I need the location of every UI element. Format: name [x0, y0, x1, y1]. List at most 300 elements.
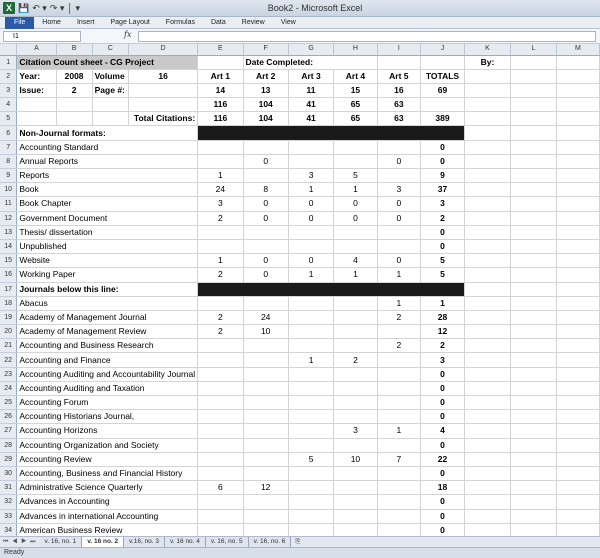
cell-f[interactable]: [243, 339, 288, 353]
cell-i[interactable]: Art 5: [377, 69, 420, 83]
row-header[interactable]: 33: [0, 509, 17, 523]
cell-g[interactable]: [288, 523, 333, 536]
cell-e[interactable]: 6: [198, 481, 243, 495]
cell[interactable]: [198, 55, 243, 69]
cell-i[interactable]: [377, 239, 420, 253]
cell-c[interactable]: Page #:: [92, 83, 128, 97]
cell-h[interactable]: 15: [334, 83, 377, 97]
cell-total[interactable]: 0: [421, 466, 465, 480]
cell[interactable]: [556, 367, 599, 381]
cell-e[interactable]: 1: [198, 254, 243, 268]
name-box[interactable]: I1: [3, 31, 81, 42]
cell-total[interactable]: 0: [421, 225, 465, 239]
cell-total[interactable]: 3: [421, 197, 465, 211]
cell-a[interactable]: [17, 112, 56, 126]
row-label[interactable]: Accounting and Finance: [17, 353, 198, 367]
cell-e[interactable]: 2: [198, 211, 243, 225]
row-header[interactable]: 34: [0, 523, 17, 536]
cell[interactable]: [511, 367, 557, 381]
section-header[interactable]: Non-Journal formats:: [17, 126, 198, 140]
row-label[interactable]: Accounting Horizons: [17, 424, 198, 438]
cell-a[interactable]: Issue:: [17, 83, 56, 97]
cell-total[interactable]: 0: [421, 140, 465, 154]
cell-g[interactable]: Art 3: [288, 69, 333, 83]
cell-c[interactable]: [92, 98, 128, 112]
cell-e[interactable]: 1: [198, 169, 243, 183]
row-header[interactable]: 25: [0, 396, 17, 410]
cell[interactable]: [556, 424, 599, 438]
cell[interactable]: [511, 211, 557, 225]
date-completed-label[interactable]: Date Completed:: [243, 55, 377, 69]
cell-total[interactable]: 0: [421, 154, 465, 168]
cell-f[interactable]: 24: [243, 310, 288, 324]
cell[interactable]: [556, 509, 599, 523]
row-header[interactable]: 3: [0, 83, 17, 97]
cell-c[interactable]: [92, 112, 128, 126]
cell-g[interactable]: [288, 140, 333, 154]
cell-e[interactable]: 2: [198, 325, 243, 339]
cell[interactable]: [511, 140, 557, 154]
row-header[interactable]: 7: [0, 140, 17, 154]
row-label[interactable]: Accounting Auditing and Taxation: [17, 381, 198, 395]
row-header[interactable]: 8: [0, 154, 17, 168]
cell-g[interactable]: 41: [288, 98, 333, 112]
cell-g[interactable]: [288, 225, 333, 239]
cell-f[interactable]: 0: [243, 268, 288, 282]
cell-h[interactable]: 2: [334, 353, 377, 367]
cell-e[interactable]: [198, 339, 243, 353]
cell-b[interactable]: 2008: [56, 69, 92, 83]
cell-g[interactable]: 11: [288, 83, 333, 97]
cell[interactable]: [464, 112, 510, 126]
excel-logo-icon[interactable]: X: [3, 2, 15, 14]
cell[interactable]: [556, 353, 599, 367]
section-bar[interactable]: [198, 126, 465, 140]
cell-h[interactable]: [334, 410, 377, 424]
cell-j[interactable]: 389: [421, 112, 465, 126]
cell-e[interactable]: [198, 381, 243, 395]
cell[interactable]: [556, 396, 599, 410]
cell-e[interactable]: [198, 452, 243, 466]
cell-i[interactable]: 0: [377, 197, 420, 211]
cell[interactable]: [464, 353, 510, 367]
cell[interactable]: [511, 466, 557, 480]
row-label[interactable]: Accounting Review: [17, 452, 198, 466]
cell[interactable]: [511, 325, 557, 339]
cell-e[interactable]: [198, 367, 243, 381]
cell-i[interactable]: [377, 523, 420, 536]
cell-h[interactable]: [334, 509, 377, 523]
cell-d[interactable]: [129, 83, 198, 97]
cell[interactable]: [556, 69, 599, 83]
cell[interactable]: [556, 154, 599, 168]
cell-f[interactable]: 8: [243, 183, 288, 197]
row-header[interactable]: 27: [0, 424, 17, 438]
cell-g[interactable]: [288, 509, 333, 523]
cell-e[interactable]: 3: [198, 197, 243, 211]
cell-h[interactable]: [334, 339, 377, 353]
row-header[interactable]: 31: [0, 481, 17, 495]
cell-i[interactable]: [377, 438, 420, 452]
sheet-tab[interactable]: v.16, no. 3: [124, 537, 165, 547]
cell-h[interactable]: [334, 438, 377, 452]
cell-i[interactable]: [377, 353, 420, 367]
cell[interactable]: [421, 55, 465, 69]
cell-h[interactable]: 1: [334, 183, 377, 197]
cell-i[interactable]: 63: [377, 112, 420, 126]
cell[interactable]: [511, 509, 557, 523]
sheet-tab[interactable]: v. 16, no. 1: [40, 537, 83, 547]
column-header-c[interactable]: C: [92, 44, 128, 55]
row-label[interactable]: Accounting Auditing and Accountability Journal: [17, 367, 198, 381]
cell-g[interactable]: 0: [288, 211, 333, 225]
cell[interactable]: [556, 126, 599, 140]
row-header[interactable]: 10: [0, 183, 17, 197]
cell-g[interactable]: 1: [288, 268, 333, 282]
row-header[interactable]: 5: [0, 112, 17, 126]
cell[interactable]: [511, 254, 557, 268]
cell-g[interactable]: 1: [288, 353, 333, 367]
cell-e[interactable]: 24: [198, 183, 243, 197]
column-header-e[interactable]: E: [198, 44, 243, 55]
cell[interactable]: [511, 353, 557, 367]
cell-total[interactable]: 0: [421, 239, 465, 253]
redo-icon[interactable]: ↷ ▾: [49, 3, 65, 13]
cell-i[interactable]: [377, 410, 420, 424]
cell[interactable]: [511, 169, 557, 183]
cell-g[interactable]: 5: [288, 452, 333, 466]
column-header-l[interactable]: L: [511, 44, 557, 55]
cell-i[interactable]: 0: [377, 154, 420, 168]
cell[interactable]: [464, 296, 510, 310]
cell[interactable]: [556, 140, 599, 154]
row-header[interactable]: 4: [0, 98, 17, 112]
row-header[interactable]: 1: [0, 55, 17, 69]
tab-file[interactable]: File: [5, 17, 34, 29]
cell[interactable]: [556, 466, 599, 480]
cell[interactable]: [556, 197, 599, 211]
cell-total[interactable]: 4: [421, 424, 465, 438]
cell-h[interactable]: [334, 225, 377, 239]
row-label[interactable]: Accounting Organization and Society: [17, 438, 198, 452]
row-header[interactable]: 32: [0, 495, 17, 509]
cell-g[interactable]: [288, 466, 333, 480]
sheet-tab[interactable]: v. 16, no. 5: [206, 537, 249, 547]
cell-h[interactable]: 65: [334, 98, 377, 112]
cell[interactable]: [556, 169, 599, 183]
cell-i[interactable]: 2: [377, 310, 420, 324]
cell-e[interactable]: [198, 140, 243, 154]
column-header-i[interactable]: I: [377, 44, 420, 55]
row-label[interactable]: Government Document: [17, 211, 198, 225]
cell-h[interactable]: 1: [334, 268, 377, 282]
cell-i[interactable]: [377, 509, 420, 523]
cell-f[interactable]: [243, 452, 288, 466]
cell[interactable]: [511, 197, 557, 211]
cell-h[interactable]: 0: [334, 211, 377, 225]
sheet-title-cell[interactable]: Citation Count sheet - CG Project: [17, 55, 198, 69]
cell-f[interactable]: [243, 466, 288, 480]
cell-total[interactable]: 3: [421, 353, 465, 367]
cell-e[interactable]: [198, 296, 243, 310]
cell-f[interactable]: [243, 140, 288, 154]
row-label[interactable]: Website: [17, 254, 198, 268]
cell[interactable]: [556, 495, 599, 509]
cell-g[interactable]: [288, 296, 333, 310]
cell-total[interactable]: 18: [421, 481, 465, 495]
cell[interactable]: [556, 183, 599, 197]
cell-f[interactable]: 0: [243, 154, 288, 168]
cell-h[interactable]: 10: [334, 452, 377, 466]
cell[interactable]: [556, 254, 599, 268]
cell-g[interactable]: [288, 310, 333, 324]
cell-f[interactable]: [243, 367, 288, 381]
cell-h[interactable]: [334, 154, 377, 168]
cell-e[interactable]: [198, 410, 243, 424]
cell-f[interactable]: [243, 353, 288, 367]
row-label[interactable]: Advances in international Accounting: [17, 509, 198, 523]
cell-h[interactable]: [334, 310, 377, 324]
cell[interactable]: [464, 495, 510, 509]
column-header-f[interactable]: F: [243, 44, 288, 55]
cell-f[interactable]: [243, 396, 288, 410]
cell[interactable]: [556, 481, 599, 495]
tab-review[interactable]: Review: [241, 19, 265, 26]
cell-f[interactable]: [243, 509, 288, 523]
cell-a[interactable]: Year:: [17, 69, 56, 83]
cell-f[interactable]: [243, 495, 288, 509]
tab-insert[interactable]: Insert: [76, 19, 95, 26]
row-header[interactable]: 24: [0, 381, 17, 395]
row-header[interactable]: 30: [0, 466, 17, 480]
cell-g[interactable]: 1: [288, 183, 333, 197]
customize-qat-icon[interactable]: │ ▾: [67, 3, 80, 13]
cell[interactable]: [511, 495, 557, 509]
cell-e[interactable]: [198, 424, 243, 438]
cell[interactable]: [511, 523, 557, 536]
cell-total[interactable]: 0: [421, 523, 465, 536]
cell-j[interactable]: 69: [421, 83, 465, 97]
cell[interactable]: [464, 98, 510, 112]
cell-i[interactable]: [377, 367, 420, 381]
row-header[interactable]: 9: [0, 169, 17, 183]
cell[interactable]: [556, 268, 599, 282]
cell[interactable]: [464, 424, 510, 438]
sheet-tab[interactable]: v. 16, no. 6: [249, 537, 292, 547]
row-label[interactable]: Working Paper: [17, 268, 198, 282]
cell-e[interactable]: 116: [198, 112, 243, 126]
row-header[interactable]: 21: [0, 339, 17, 353]
cell[interactable]: [464, 169, 510, 183]
row-label[interactable]: Unpublished: [17, 239, 198, 253]
column-header-a[interactable]: A: [17, 44, 56, 55]
cell[interactable]: [556, 239, 599, 253]
cell-i[interactable]: [377, 325, 420, 339]
cell-e[interactable]: [198, 438, 243, 452]
cell-i[interactable]: [377, 140, 420, 154]
cell-total[interactable]: 0: [421, 410, 465, 424]
cell[interactable]: [464, 140, 510, 154]
cell-g[interactable]: 0: [288, 254, 333, 268]
cell-h[interactable]: 65: [334, 112, 377, 126]
cell-e[interactable]: [198, 225, 243, 239]
cell[interactable]: [464, 325, 510, 339]
cell[interactable]: [464, 197, 510, 211]
tab-page-layout[interactable]: Page Layout: [110, 19, 150, 26]
cell[interactable]: [556, 83, 599, 97]
cell-d[interactable]: Total Citations:: [129, 112, 198, 126]
cell-g[interactable]: [288, 325, 333, 339]
cell-h[interactable]: 0: [334, 197, 377, 211]
cell-i[interactable]: 7: [377, 452, 420, 466]
cell-total[interactable]: 22: [421, 452, 465, 466]
cell-i[interactable]: 63: [377, 98, 420, 112]
cell[interactable]: [511, 481, 557, 495]
section-header[interactable]: Journals below this line:: [17, 282, 198, 296]
cell-i[interactable]: 3: [377, 183, 420, 197]
cell[interactable]: [464, 466, 510, 480]
cell-f[interactable]: [243, 381, 288, 395]
cell-total[interactable]: 28: [421, 310, 465, 324]
cell[interactable]: [511, 55, 557, 69]
cell-g[interactable]: [288, 396, 333, 410]
cell[interactable]: [511, 381, 557, 395]
cell[interactable]: [511, 310, 557, 324]
cell[interactable]: [511, 126, 557, 140]
cell-b[interactable]: [56, 112, 92, 126]
cell[interactable]: [464, 254, 510, 268]
cell[interactable]: [464, 83, 510, 97]
cell-h[interactable]: 3: [334, 424, 377, 438]
cell-j[interactable]: TOTALS: [421, 69, 465, 83]
row-label[interactable]: Accounting Forum: [17, 396, 198, 410]
cell-f[interactable]: 104: [243, 98, 288, 112]
sheet-nav-buttons[interactable]: ⏮ ◀ ▶ ⏭: [3, 538, 37, 545]
cell-i[interactable]: 0: [377, 254, 420, 268]
cell-f[interactable]: [243, 410, 288, 424]
cell-f[interactable]: 13: [243, 83, 288, 97]
cell-i[interactable]: 1: [377, 268, 420, 282]
cell[interactable]: [556, 523, 599, 536]
cell-g[interactable]: [288, 410, 333, 424]
row-header[interactable]: 13: [0, 225, 17, 239]
row-header[interactable]: 17: [0, 282, 17, 296]
row-header[interactable]: 28: [0, 438, 17, 452]
cell[interactable]: [556, 225, 599, 239]
cell[interactable]: [511, 410, 557, 424]
cell-f[interactable]: Art 2: [243, 69, 288, 83]
cell-total[interactable]: 37: [421, 183, 465, 197]
row-header[interactable]: 20: [0, 325, 17, 339]
cell-i[interactable]: [377, 466, 420, 480]
cell[interactable]: [464, 211, 510, 225]
row-label[interactable]: Accounting, Business and Financial History: [17, 466, 198, 480]
cell[interactable]: [556, 381, 599, 395]
cell[interactable]: [556, 55, 599, 69]
cell-h[interactable]: [334, 396, 377, 410]
cell-f[interactable]: [243, 438, 288, 452]
cell[interactable]: [511, 438, 557, 452]
cell-f[interactable]: [243, 239, 288, 253]
cell-f[interactable]: 10: [243, 325, 288, 339]
cell[interactable]: [377, 55, 420, 69]
cell-d[interactable]: 16: [129, 69, 198, 83]
cell[interactable]: [511, 154, 557, 168]
cell-total[interactable]: 0: [421, 396, 465, 410]
cell[interactable]: [464, 339, 510, 353]
cell-total[interactable]: 5: [421, 254, 465, 268]
cell[interactable]: [556, 310, 599, 324]
row-header[interactable]: 16: [0, 268, 17, 282]
cell-i[interactable]: [377, 169, 420, 183]
cell-h[interactable]: [334, 381, 377, 395]
cell-total[interactable]: 5: [421, 268, 465, 282]
column-header-j[interactable]: J: [421, 44, 465, 55]
cell[interactable]: [556, 296, 599, 310]
save-icon[interactable]: 💾: [18, 3, 30, 13]
cell-total[interactable]: 9: [421, 169, 465, 183]
cell[interactable]: [464, 509, 510, 523]
row-label[interactable]: Abacus: [17, 296, 198, 310]
row-header[interactable]: 18: [0, 296, 17, 310]
cell[interactable]: [556, 452, 599, 466]
tab-home[interactable]: Home: [42, 19, 61, 26]
cell[interactable]: [511, 296, 557, 310]
cell-i[interactable]: [377, 225, 420, 239]
cell-total[interactable]: 2: [421, 339, 465, 353]
cell[interactable]: [556, 211, 599, 225]
cell-i[interactable]: 1: [377, 296, 420, 310]
cell-e[interactable]: [198, 495, 243, 509]
cell-b[interactable]: [56, 98, 92, 112]
by-label[interactable]: By:: [464, 55, 510, 69]
cell-h[interactable]: Art 4: [334, 69, 377, 83]
insert-function-icon[interactable]: fx: [124, 30, 132, 39]
cell-h[interactable]: 5: [334, 169, 377, 183]
cell-h[interactable]: [334, 367, 377, 381]
column-header-b[interactable]: B: [56, 44, 92, 55]
cell-e[interactable]: Art 1: [198, 69, 243, 83]
cell[interactable]: [556, 282, 599, 296]
cell-f[interactable]: [243, 225, 288, 239]
cell[interactable]: [556, 98, 599, 112]
cell-h[interactable]: [334, 481, 377, 495]
cell[interactable]: [511, 268, 557, 282]
cell-total[interactable]: 12: [421, 325, 465, 339]
cell-g[interactable]: [288, 367, 333, 381]
cell-f[interactable]: [243, 296, 288, 310]
cell[interactable]: [511, 339, 557, 353]
cell-b[interactable]: 2: [56, 83, 92, 97]
cell[interactable]: [511, 98, 557, 112]
cell-total[interactable]: 0: [421, 367, 465, 381]
cell[interactable]: [511, 83, 557, 97]
cell[interactable]: [511, 396, 557, 410]
column-header-m[interactable]: M: [556, 44, 599, 55]
row-header[interactable]: 6: [0, 126, 17, 140]
cell-g[interactable]: [288, 154, 333, 168]
cell-f[interactable]: [243, 523, 288, 536]
cell-g[interactable]: 3: [288, 169, 333, 183]
cell[interactable]: [511, 112, 557, 126]
row-header[interactable]: 15: [0, 254, 17, 268]
cell-e[interactable]: [198, 154, 243, 168]
cell[interactable]: [464, 452, 510, 466]
cell-i[interactable]: [377, 495, 420, 509]
cell-h[interactable]: [334, 296, 377, 310]
cell-g[interactable]: [288, 424, 333, 438]
cell[interactable]: [556, 339, 599, 353]
